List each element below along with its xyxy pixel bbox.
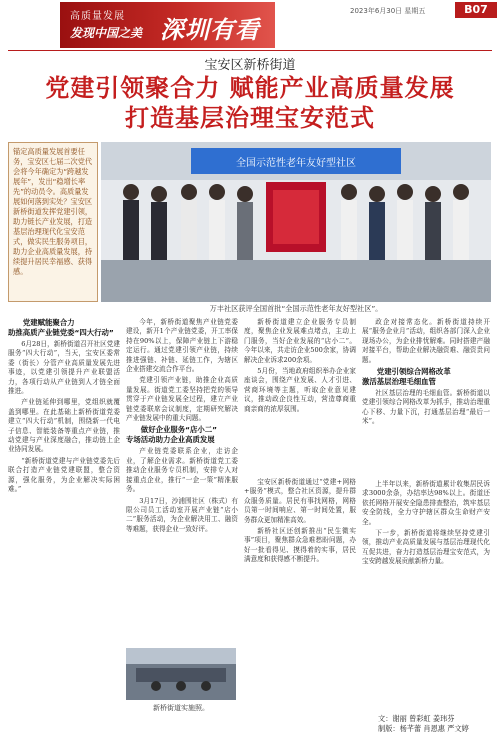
section-heading-3: 党建引领综合网格改革 激活基层治理毛细血管 (362, 367, 451, 387)
paragraph: 新桥街道建立企业服务专员制度，聚焦企业发展难点堵点，主动上门服务，当好企业发展的“店小二”。今年以来，共走访企业500余家，协调解决企业诉求200余项。 (244, 318, 356, 364)
paragraph: 政企对接常态化。新桥街道持续开展“服务企业月”活动，组织各部门深入企业现场办公，为企业排忧解难。同时搭建产融对接平台，帮助企业解决融资难、融资贵问题。 (362, 318, 490, 364)
credits (378, 714, 490, 734)
photo-banner-text: 全国示范性老年友好型社区 (236, 158, 356, 169)
section-heading-1: 党建赋能聚合力 助推高质产业链党委“四大行动” (8, 318, 114, 337)
column-2 (126, 318, 238, 643)
header-rule (8, 50, 492, 51)
paragraph: 6月28日，新桥街道召开社区党建服务“四大行动”，当天，宝安区委常委（街长）分管产业高质量发展先进事迹，以党建引领提升产业联盟活力，各项行动从产业链到人才链全面推进。 (8, 340, 120, 396)
paragraph: 上半年以来，新桥街道累计收集居民诉求3000余条，办结率达98%以上。街道还依托网格开展安全隐患排查整治，筑牢基层安全防线，全力守护辖区群众生命财产安全。 (362, 480, 490, 526)
page-number: B07 (455, 2, 497, 18)
main-photo (101, 142, 491, 302)
column-6 (362, 480, 490, 710)
paragraph: 下一步，新桥街道将继续坚持党建引领，推动产业高质量发展与基层治理现代化互促共进，奋力打造基层治理宝安范式，为宝安跨越发展贡献新桥力量。 (362, 529, 490, 566)
small-photo-caption: 新桥街道实施照。 (153, 704, 209, 712)
paragraph: 社区基层治理的毛细血管。新桥街道以党建引领综合网格改革为抓手，推动治理重心下移、力量下沉，打通基层治理“最后一米”。 (362, 389, 490, 426)
office-photo-illustration (126, 648, 236, 700)
paragraph: 5月份，当地政府组织举办企业家座谈会，围绕产业发展、人才引进、营商环境等主题，听取企业意见建议，推动政企良性互动，营造尊商重商亲商的浓厚氛围。 (244, 367, 356, 413)
section-heading-2: 做好企业服务“店小二” 专场活动助力企业高质发展 (126, 425, 218, 445)
paragraph: 产业链党委联系企业，走访企业，了解企业需求。新桥街道党工委推动企业服务专员机制，安排专人对接重点企业，推行“一企一策”精准服务。 (126, 447, 238, 494)
issue-date: 2023年6月30日 星期五 (350, 7, 426, 15)
paragraph: 今年，新桥街道聚焦产业链党委建设，新开1个产业链党委，开工率保持在90%以上，保障产业链上下游稳定运行。通过党建引领产业链，持续推进强链、补链、延链工作，为辖区企业搭建交流合作平台。 (126, 318, 238, 374)
column-4 (362, 318, 490, 478)
paragraph: “新桥街道党建与产业链党委先后联合打造产业链党建联盟，整合资源，强化服务，为企业解决实际困难。” (8, 456, 120, 494)
ceremony-photo-illustration (101, 142, 491, 302)
lead-box: 锚定高质量发展首要任务，宝安区七届二次党代会将今年确定为“跨越发展年”，发出“稳增长率先”的动员令。高质量发展如何落到实处？宝安区新桥街道发挥党建引领，助力链长产业发展，打造基层治理现代化宝安范式，做实民生服务项目，助力企业高质量发展，持续提升居民幸福感、获得感。 (8, 142, 98, 302)
paragraph: 新桥社区还创新推出“民生微实事”项目，聚焦群众急难愁盼问题，办好一批看得见、摸得着的实事，居民满意度和获得感不断提升。 (244, 527, 356, 564)
paragraph: 3月17日，沙浦围社区（株式）有限公司员工活动室开展产业链“店小二”服务活动，为企业解决用工、融资等难题，获得企业一致好评。 (126, 496, 238, 533)
paragraph: 党建引领产业链，助推企业高质量发展。街道党工委坚持把党的领导贯穿于产业链发展全过程，建立产业链党委联席会议制度，定期研究解决产业链发展中的重大问题。 (126, 376, 238, 423)
kicker: 宝安区新桥街道 (204, 58, 296, 73)
paragraph: 宝安区新桥街道通过“党建+网格+服务”模式，整合社区资源，提升群众服务质量。居民有事找网格，网格员第一时间响应、第一时间处置，服务群众更加精准高效。 (244, 478, 356, 524)
credit-writers: 文：谢丽 曾彩虹 姜玮芬 (378, 714, 455, 723)
paragraph: 产业链延伸到哪里，党组织就覆盖到哪里。在此基础上新桥街道党委建立“四大行动”机制，围绕新一代电子信息、智能装备等重点产业链，推动党建与产业深度融合，推动链上企业协同发展。 (8, 398, 120, 454)
headline-line2: 打造基层治理宝安范式 (125, 104, 375, 132)
masthead-line1: 高质量发展 (70, 11, 125, 22)
credit-layout: 制版：杨芊蕾 肖恩惠 严文婷 (378, 724, 469, 733)
photo-caption: 万丰社区获评全国首批“全国示范性老年友好型社区”。 (209, 304, 383, 313)
masthead-big-title: 深圳有看头 (160, 16, 260, 79)
column-5 (244, 478, 356, 718)
small-photo (126, 648, 236, 700)
column-1 (8, 318, 120, 718)
headline-line1: 党建引领聚合力 赋能产业高质量发展 (45, 74, 455, 102)
masthead-line2: 发现中国之美 (70, 26, 143, 40)
